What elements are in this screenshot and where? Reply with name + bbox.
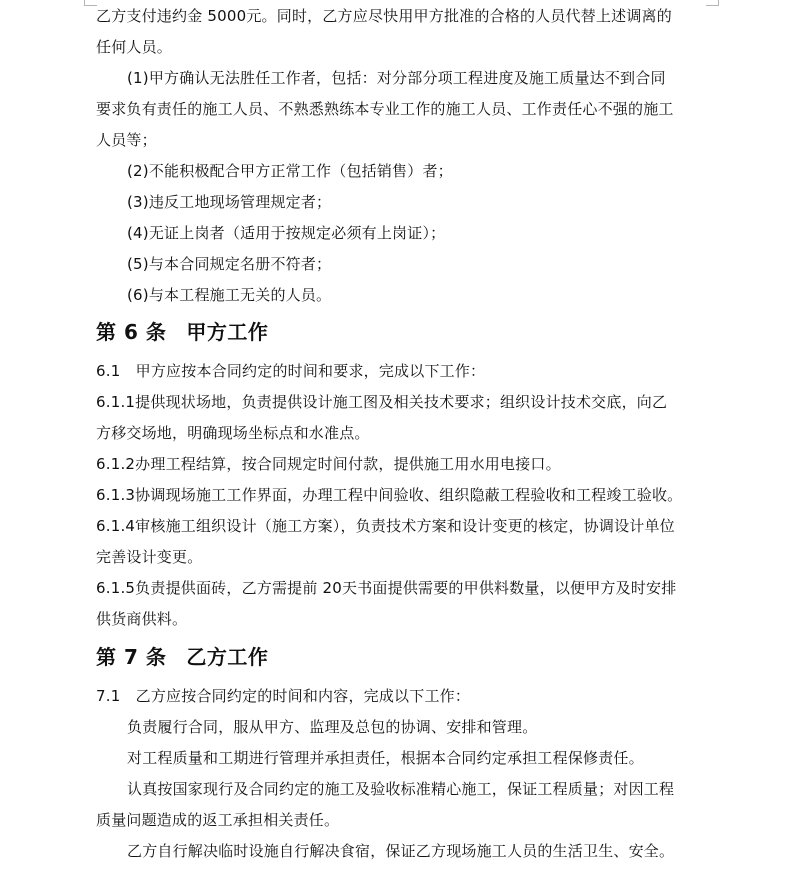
- section-title: 甲方工作: [186, 320, 269, 344]
- clause-line: 供货商供料。: [96, 610, 188, 628]
- list-item: (6)与本工程施工无关的人员。: [127, 286, 332, 304]
- clause-line: 乙方自行解决临时设施自行解决食宿，保证乙方现场施工人员的生活卫生、安全。: [127, 842, 675, 860]
- list-item: (3)违反工地现场管理规定者；: [127, 193, 332, 211]
- clause-line: 完善设计变更。: [96, 548, 203, 566]
- section-number: 第 6 条: [96, 320, 167, 344]
- paragraph-line: 要求负有责任的施工人员、不熟悉熟练本专业工作的施工人员、工作责任心不强的施工: [96, 100, 674, 118]
- list-item: (1)甲方确认无法胜任工作者，包括：对分部分项工程进度及施工质量达不到合同: [127, 69, 666, 87]
- section-heading-7: [96, 644, 268, 670]
- clause-line: 负责履行合同，服从甲方、监理及总包的协调、安排和管理。: [127, 718, 538, 736]
- clause-line: 方移交场地，明确现场坐标点和水准点。: [96, 424, 370, 442]
- clause-line: 对工程质量和工期进行管理并承担责任，根据本合同约定承担工程保修责任。: [127, 749, 644, 767]
- section-number: 第 7 条: [96, 645, 167, 669]
- clause-line: 6.1.3协调现场施工工作界面，办理工程中间验收、组织隐蔽工程验收和工程竣工验收。: [96, 486, 683, 504]
- clause-line: 6.1.1提供现状场地，负责提供设计施工图及相关技术要求；组织设计技术交底，向乙: [96, 393, 668, 411]
- section-heading-6: [96, 319, 268, 345]
- clause-line: 6.1.2办理工程结算，按合同规定时间付款，提供施工用水用电接口。: [96, 455, 561, 473]
- section-title: 乙方工作: [186, 645, 269, 669]
- paragraph-line: 人员等；: [96, 131, 157, 149]
- list-item: (4)无证上岗者（适用于按规定必须有上岗证）；: [127, 224, 446, 242]
- list-item: (2)不能积极配合甲方正常工作（包括销售）者；: [127, 162, 453, 180]
- clause-line: 6.1.4审核施工组织设计（施工方案），负责技术方案和设计变更的核定，协调设计单位: [96, 517, 675, 535]
- list-item: (5)与本合同规定名册不符者；: [127, 255, 332, 273]
- paragraph-line: 任何人员。: [96, 38, 173, 56]
- paragraph-line: 乙方支付违约金 5000元。同时，乙方应尽快用甲方批准的合格的人员代替上述调离的: [96, 7, 672, 25]
- clause-line: 7.1 乙方应按合同约定的时间和内容，完成以下工作：: [96, 687, 471, 705]
- clause-line: 质量问题造成的返工承担相关责任。: [96, 811, 340, 829]
- clause-line: 6.1 甲方应按本合同约定的时间和要求，完成以下工作：: [96, 362, 486, 380]
- clause-line: 认真按国家现行及合同约定的施工及验收标准精心施工，保证工程质量；对因工程: [127, 780, 675, 798]
- clause-line: 6.1.5负责提供面砖，乙方需提前 20天书面提供需要的甲供料数量，以便甲方及时安排: [96, 579, 677, 597]
